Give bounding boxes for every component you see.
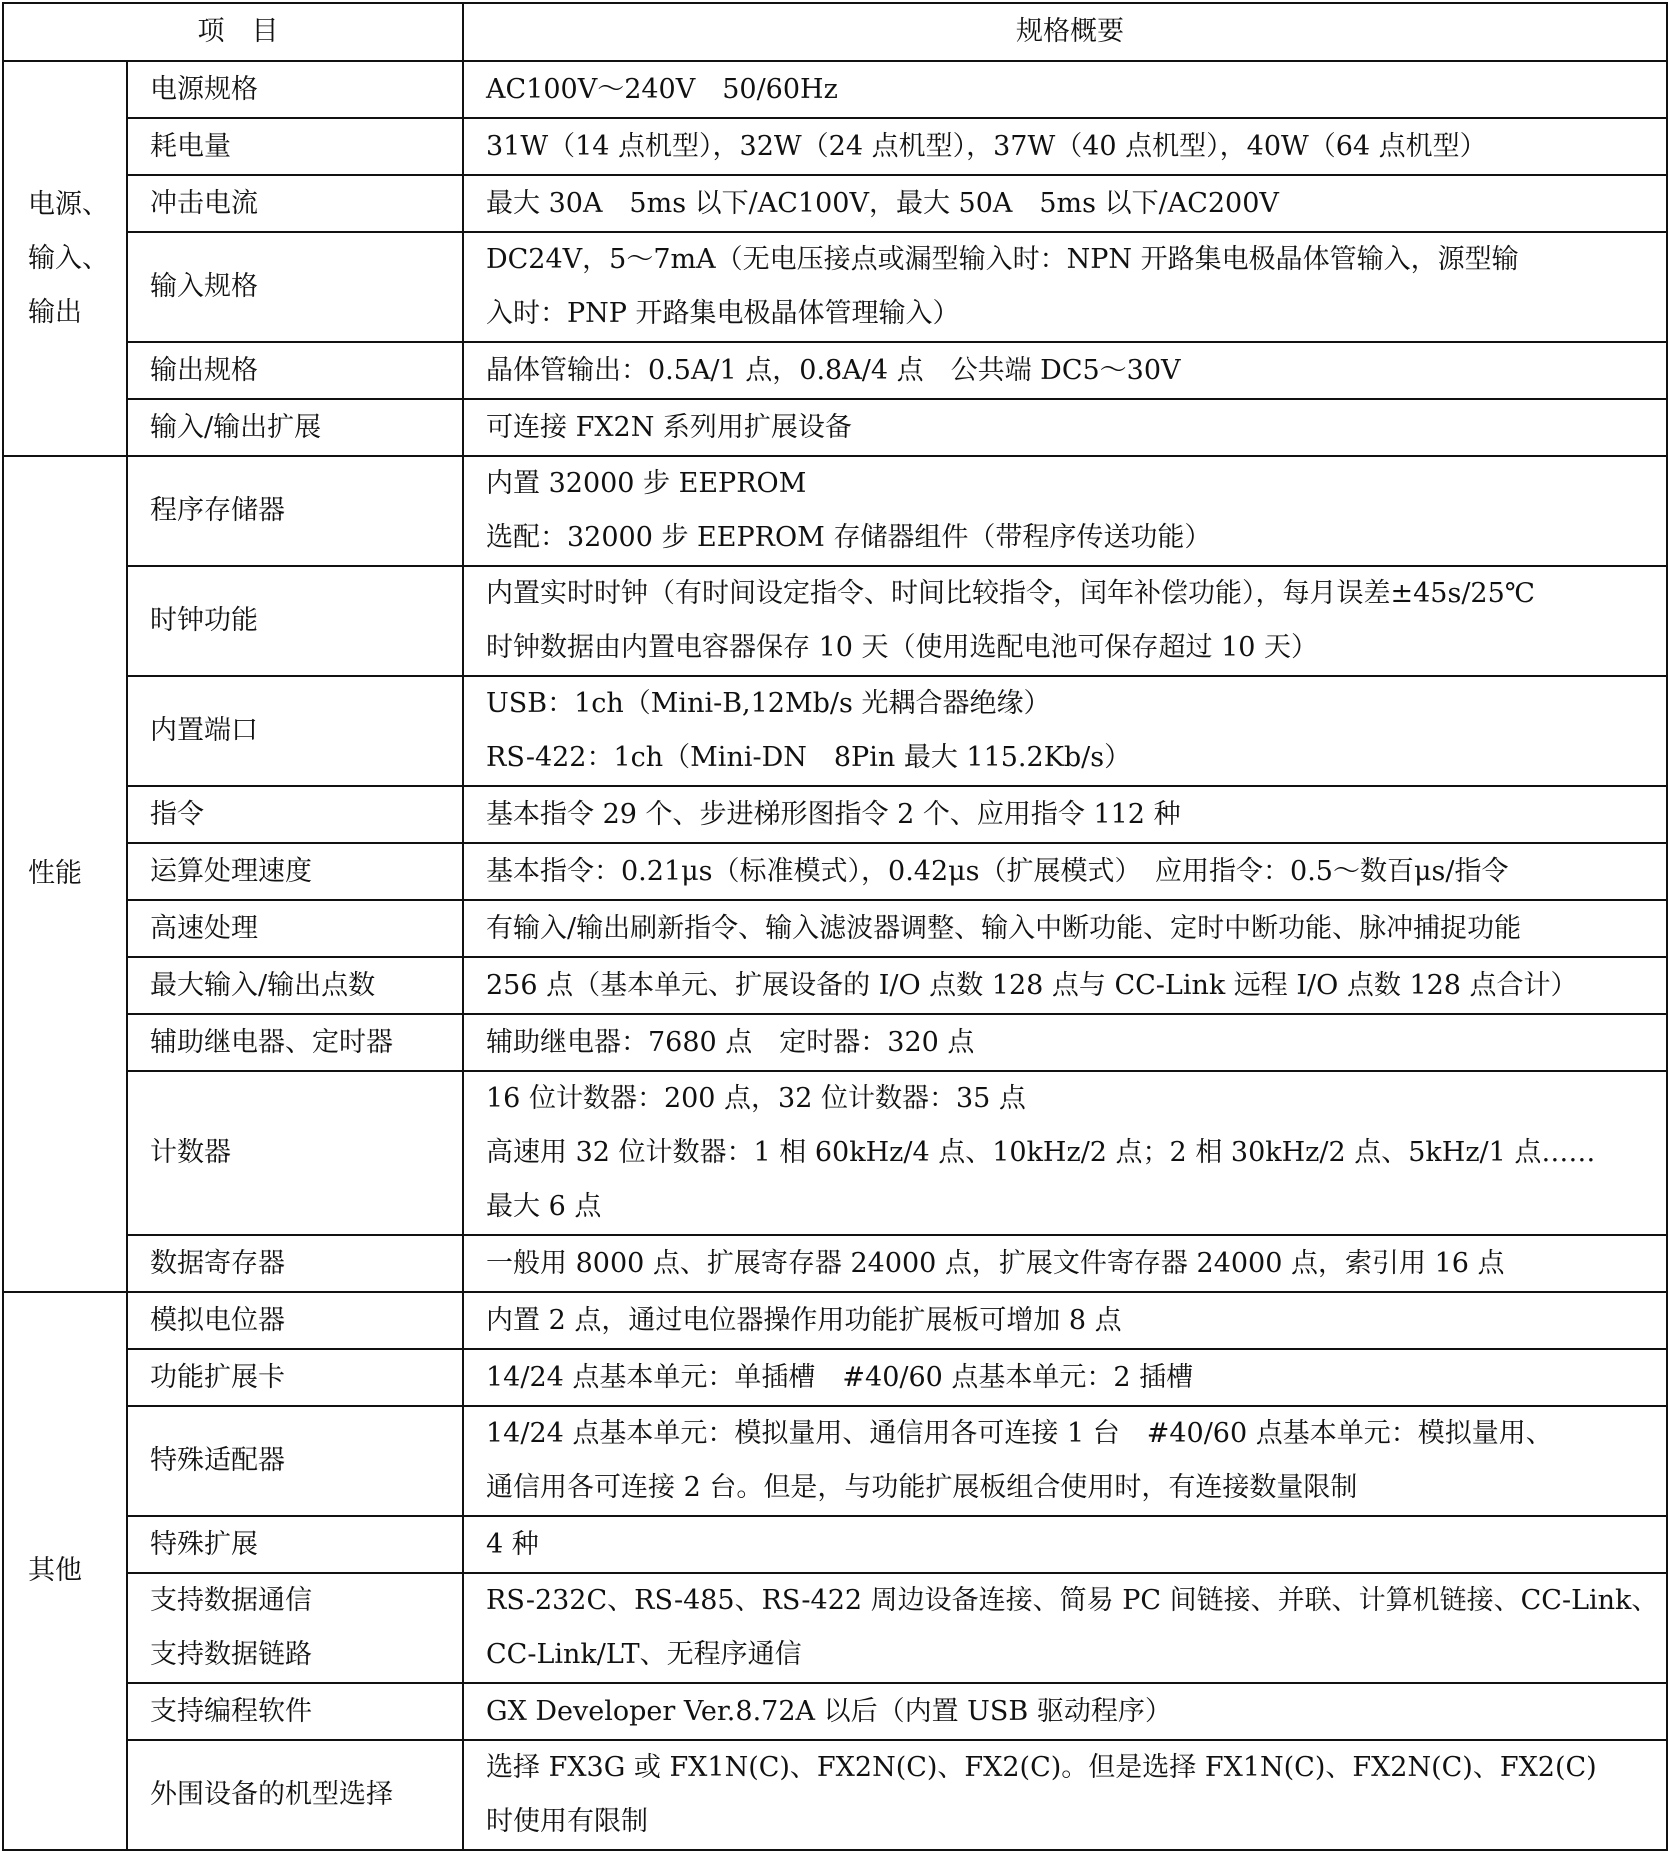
value-cell	[463, 1014, 1667, 1071]
value-line: 14/24 点基本单元：模拟量用、通信用各可连接 1 台 #40/60 点基本单元：模拟量用、	[486, 1418, 1553, 1449]
table-row	[3, 1014, 1667, 1071]
table-row	[3, 566, 1667, 676]
item-cell	[127, 399, 463, 456]
value-line: AC100V～240V 50/60Hz	[486, 73, 838, 105]
item-label: 内置端口	[150, 715, 258, 746]
table-row	[3, 1683, 1667, 1740]
table-row	[3, 1740, 1667, 1850]
group-label-line: 其他	[28, 1555, 82, 1586]
value-cell	[463, 1349, 1667, 1406]
value-cell	[463, 566, 1667, 676]
item-cell	[127, 1683, 463, 1740]
item-label: 高速处理	[150, 912, 258, 944]
value-cell	[463, 1235, 1667, 1292]
value-line: 内置 2 点，通过电位器操作用功能扩展板可增加 8 点	[486, 1304, 1122, 1336]
item-cell	[127, 786, 463, 843]
group-label-line: 输入、	[28, 242, 109, 274]
value-line: 内置 32000 步 EEPROM	[486, 468, 807, 499]
item-label: 支持数据通信	[150, 1585, 312, 1616]
value-cell	[463, 118, 1667, 175]
value-line: RS-422：1ch（Mini-DN 8Pin 最大 115.2Kb/s）	[486, 742, 1132, 773]
value-cell	[463, 1406, 1667, 1516]
value-cell	[463, 1292, 1667, 1349]
value-line: 辅助继电器：7680 点 定时器：320 点	[486, 1026, 975, 1058]
value-cell	[463, 342, 1667, 399]
value-line: 通信用各可连接 2 台。但是，与功能扩展板组合使用时，有连接数量限制	[486, 1472, 1358, 1503]
table-row	[3, 900, 1667, 957]
group-label-line: 性能	[28, 858, 82, 889]
value-cell	[463, 456, 1667, 566]
value-cell	[463, 843, 1667, 900]
value-line: 最大 30A 5ms 以下/AC100V，最大 50A 5ms 以下/AC200V	[486, 187, 1279, 219]
table-row	[3, 1349, 1667, 1406]
table-row	[3, 957, 1667, 1014]
item-cell	[127, 1573, 463, 1683]
item-cell	[127, 1740, 463, 1850]
group-label	[3, 1292, 127, 1850]
item-cell	[127, 566, 463, 676]
value-line: 可连接 FX2N 系列用扩展设备	[486, 411, 852, 443]
item-cell	[127, 1014, 463, 1071]
table-row	[3, 1516, 1667, 1573]
value-line: 最大 6 点	[486, 1191, 602, 1222]
item-cell	[127, 1071, 463, 1235]
item-label: 计数器	[150, 1137, 231, 1168]
header-item: 项 目	[3, 3, 463, 61]
group-label-line: 输出	[28, 296, 82, 328]
value-line: RS-232C、RS-485、RS-422 周边设备连接、简易 PC 间链接、并联、计算机链接、CC-Link、	[486, 1585, 1659, 1616]
value-cell	[463, 232, 1667, 342]
item-label: 耗电量	[150, 130, 231, 162]
spec-body	[3, 61, 1667, 1850]
item-label: 输入/输出扩展	[150, 411, 322, 443]
item-label: 辅助继电器、定时器	[150, 1026, 393, 1058]
value-line: 有输入/输出刷新指令、输入滤波器调整、输入中断功能、定时中断功能、脉冲捕捉功能	[486, 912, 1522, 944]
value-line: USB：1ch（Mini-B,12Mb/s 光耦合器绝缘）	[486, 688, 1051, 719]
table-row	[3, 232, 1667, 342]
item-label: 运算处理速度	[150, 855, 312, 887]
item-cell	[127, 456, 463, 566]
item-cell	[127, 232, 463, 342]
value-cell	[463, 1573, 1667, 1683]
table-row	[3, 1071, 1667, 1235]
item-label: 输出规格	[150, 354, 258, 386]
value-cell	[463, 1071, 1667, 1235]
table-row	[3, 843, 1667, 900]
value-line: GX Developer Ver.8.72A 以后（内置 USB 驱动程序）	[486, 1695, 1172, 1727]
value-line: 31W（14 点机型），32W（24 点机型），37W（40 点机型），40W（64 点机型）	[486, 130, 1487, 162]
group-label-line: 电源、	[28, 188, 109, 220]
value-cell	[463, 676, 1667, 786]
item-cell	[127, 1292, 463, 1349]
item-label: 冲击电流	[150, 187, 258, 219]
value-cell	[463, 175, 1667, 232]
item-label: 指令	[150, 798, 204, 830]
item-cell	[127, 118, 463, 175]
item-label: 时钟功能	[150, 605, 258, 636]
table-row	[3, 175, 1667, 232]
value-line: 选择 FX3G 或 FX1N(C)、FX2N(C)、FX2(C)。但是选择 FX1N(C)、FX2N(C)、FX2(C)	[486, 1752, 1597, 1783]
value-line: 14/24 点基本单元：单插槽 #40/60 点基本单元：2 插槽	[486, 1361, 1194, 1393]
value-cell	[463, 399, 1667, 456]
value-cell	[463, 61, 1667, 118]
item-label: 数据寄存器	[150, 1247, 285, 1279]
table-row	[3, 1292, 1667, 1349]
value-line: 时使用有限制	[486, 1806, 648, 1837]
header-row	[3, 3, 1667, 61]
item-label: 特殊适配器	[150, 1445, 285, 1476]
value-line: 入时：PNP 开路集电极晶体管理输入）	[486, 298, 960, 329]
item-label: 功能扩展卡	[150, 1361, 285, 1393]
value-cell	[463, 957, 1667, 1014]
group-label	[3, 456, 127, 1292]
value-line: 一般用 8000 点、扩展寄存器 24000 点，扩展文件寄存器 24000 点，索引用 16 点	[486, 1247, 1505, 1279]
item-label: 最大输入/输出点数	[150, 969, 376, 1001]
table-row	[3, 456, 1667, 566]
table-row	[3, 118, 1667, 175]
value-cell	[463, 1516, 1667, 1573]
item-label: 模拟电位器	[150, 1304, 285, 1336]
table-row	[3, 1235, 1667, 1292]
item-cell	[127, 342, 463, 399]
item-label: 支持数据链路	[150, 1639, 312, 1670]
table-row	[3, 1573, 1667, 1683]
value-line: 16 位计数器：200 点，32 位计数器：35 点	[486, 1083, 1026, 1114]
item-cell	[127, 175, 463, 232]
table-row	[3, 342, 1667, 399]
value-line: 晶体管输出：0.5A/1 点，0.8A/4 点 公共端 DC5～30V	[486, 354, 1181, 386]
item-label: 输入规格	[150, 271, 258, 302]
item-label: 外围设备的机型选择	[150, 1779, 393, 1810]
value-line: 内置实时时钟（有时间设定指令、时间比较指令，闰年补偿功能），每月误差±45s/25℃	[486, 578, 1535, 609]
value-line: DC24V，5～7mA（无电压接点或漏型输入时：NPN 开路集电极晶体管输入，源型输	[486, 244, 1519, 275]
item-label: 电源规格	[150, 73, 258, 105]
item-cell	[127, 1516, 463, 1573]
item-cell	[127, 1349, 463, 1406]
item-cell	[127, 843, 463, 900]
header-summary: 规格概要	[463, 3, 1667, 61]
item-label: 支持编程软件	[150, 1695, 312, 1727]
value-line: 选配：32000 步 EEPROM 存储器组件（带程序传送功能）	[486, 522, 1212, 553]
item-label: 特殊扩展	[150, 1528, 258, 1560]
item-cell	[127, 957, 463, 1014]
item-cell	[127, 900, 463, 957]
value-line: 基本指令 29 个、步进梯形图指令 2 个、应用指令 112 种	[486, 798, 1181, 830]
value-line: 4 种	[486, 1528, 539, 1560]
item-cell	[127, 1406, 463, 1516]
item-cell	[127, 676, 463, 786]
value-cell	[463, 1683, 1667, 1740]
group-label	[3, 61, 127, 456]
value-line: 256 点（基本单元、扩展设备的 I/O 点数 128 点与 CC-Link 远程 I/O 点数 128 点合计）	[486, 969, 1578, 1001]
item-label: 程序存储器	[150, 495, 285, 526]
value-cell	[463, 786, 1667, 843]
value-line: 高速用 32 位计数器：1 相 60kHz/4 点、10kHz/2 点；2 相 30kHz/2 点、5kHz/1 点……	[486, 1137, 1596, 1168]
value-cell	[463, 900, 1667, 957]
value-cell	[463, 1740, 1667, 1850]
value-line: 基本指令：0.21μs（标准模式），0.42μs（扩展模式） 应用指令：0.5～数百μs/指令	[486, 855, 1509, 887]
table-row	[3, 786, 1667, 843]
item-cell	[127, 61, 463, 118]
table-row	[3, 399, 1667, 456]
table-row	[3, 61, 1667, 118]
value-line: CC-Link/LT、无程序通信	[486, 1639, 802, 1670]
item-cell	[127, 1235, 463, 1292]
table-row	[3, 676, 1667, 786]
spec-table	[2, 2, 1668, 1851]
table-row	[3, 1406, 1667, 1516]
value-line: 时钟数据由内置电容器保存 10 天（使用选配电池可保存超过 10 天）	[486, 632, 1319, 663]
